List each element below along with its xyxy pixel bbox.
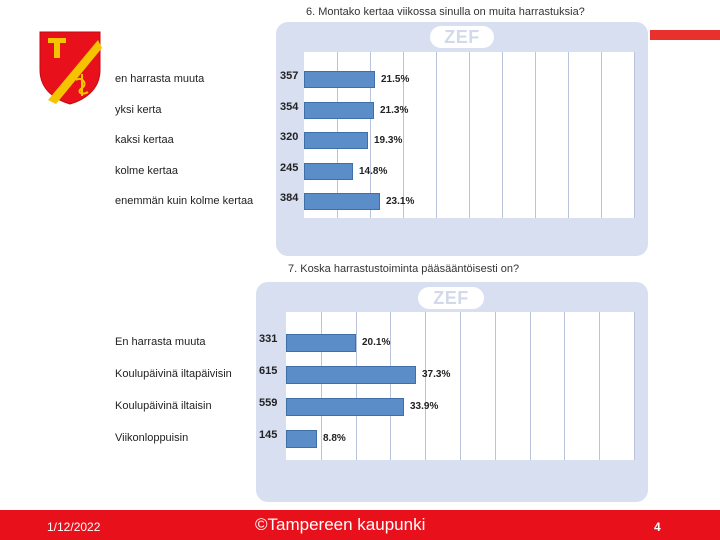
category-label: kolme kertaa [115,164,178,177]
gridline [469,52,470,218]
percent-label: 19.3% [374,135,403,146]
percent-label: 20.1% [362,337,391,348]
category-label: en harrasta muuta [115,73,205,85]
count-label: 245 [280,161,299,174]
category-label: enemmän kuin kolme kertaa [115,195,254,207]
chart1-title: 6. Montako kertaa viikossa sinulla on muita harrastuksia? [306,6,585,18]
percent-label: 14.8% [359,165,388,177]
chart1-plot-area [304,52,634,218]
bar [286,430,317,448]
bar [304,71,375,88]
percent-label: 23.1% [386,196,415,207]
gridline [601,52,602,218]
gridline [425,312,426,460]
category-label: Koulupäivinä iltaisin [115,400,212,412]
footer-brand: ©Tampereen kaupunki [255,515,426,534]
count-label: 354 [280,100,299,113]
gridline [599,312,600,460]
bar [286,334,356,352]
percent-label: 21.5% [381,74,410,85]
category-label: Koulupäivinä iltapäivisin [115,368,232,380]
gridline [495,312,496,460]
chart2-zef-logo: ZEF [418,287,484,309]
count-label: 559 [259,397,278,409]
page-number: 4 [654,520,661,534]
bar [304,193,380,210]
gridline [460,312,461,460]
category-label: En harrasta muuta [115,336,206,348]
bar [304,163,353,180]
percent-label: 33.9% [410,401,439,412]
bar [286,398,404,416]
gridline [502,52,503,218]
percent-label: 21.3% [380,104,409,116]
count-label: 615 [259,365,278,377]
percent-label: 8.8% [323,433,346,444]
gridline [530,312,531,460]
percent-label: 37.3% [422,369,451,380]
tampere-coat-of-arms-icon [38,30,102,106]
bar [304,102,374,119]
footer-date: 1/12/2022 [47,520,101,534]
bar [304,132,368,149]
accent-stripe [650,30,720,40]
chart1-zef-logo: ZEF [430,26,494,48]
category-label: kaksi kertaa [115,134,174,146]
gridline [535,52,536,218]
category-label: yksi kerta [115,103,162,116]
gridline [634,312,635,460]
gridline [568,52,569,218]
count-label: 320 [280,131,299,143]
count-label: 384 [280,192,299,204]
count-label: 357 [280,70,299,82]
footer-bar [0,510,720,540]
gridline [436,52,437,218]
count-label: 331 [259,333,278,345]
gridline [564,312,565,460]
count-label: 145 [259,429,278,441]
chart2-title: 7. Koska harrastustoiminta pääsääntöisesti on? [288,263,520,275]
bar [286,366,416,384]
category-label: Viikonloppuisin [115,432,189,444]
gridline [356,312,357,460]
gridline [634,52,635,218]
gridline [390,312,391,460]
